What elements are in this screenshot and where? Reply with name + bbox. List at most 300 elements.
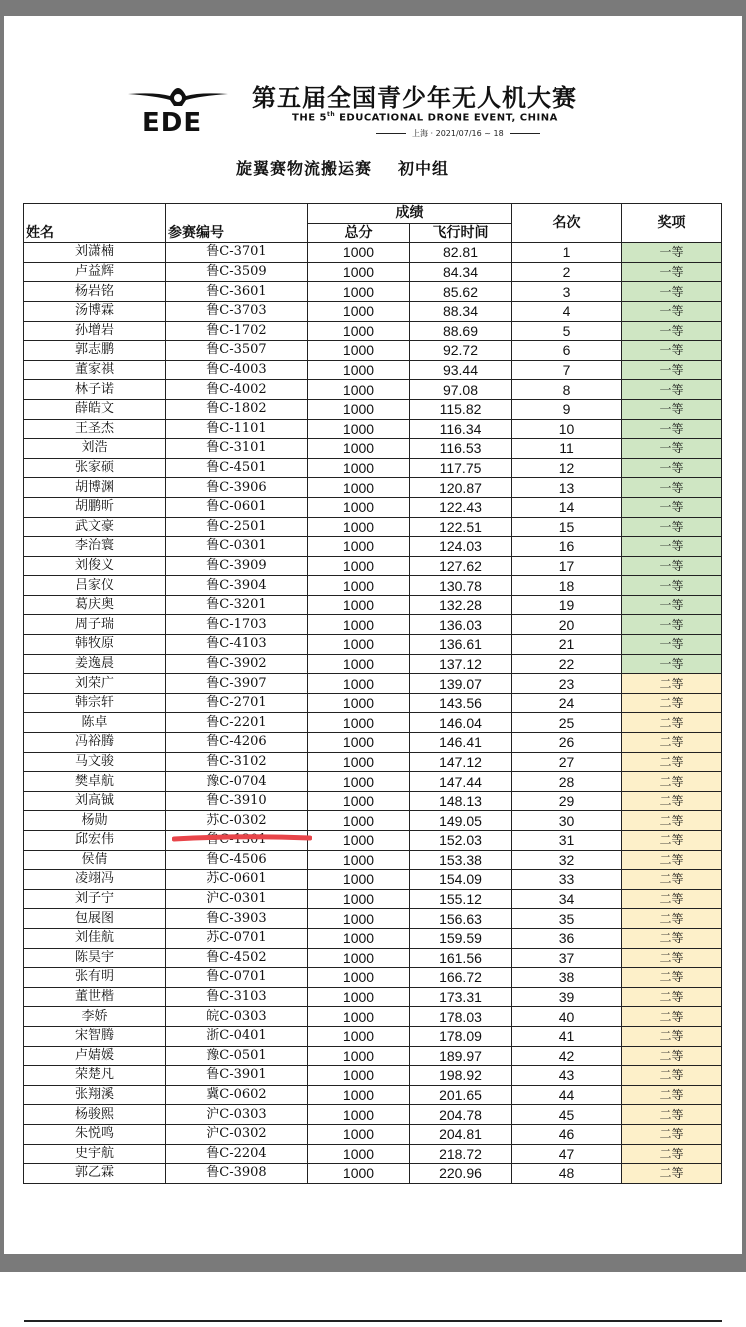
cell-total: 1000 (308, 713, 410, 733)
cell-rank: 41 (512, 1026, 622, 1046)
cell-name: 李娇 (24, 1007, 166, 1027)
cell-name: 薛皓文 (24, 399, 166, 419)
cell-name: 韩牧原 (24, 635, 166, 655)
cell-time: 204.81 (410, 1124, 512, 1144)
table-row (24, 928, 722, 948)
cell-award: 二等 (622, 987, 722, 1007)
cell-award: 一等 (622, 556, 722, 576)
cell-total: 1000 (308, 1046, 410, 1066)
cell-rank: 46 (512, 1124, 622, 1144)
cell-id: 鲁C-4103 (166, 635, 308, 655)
cell-award: 一等 (622, 478, 722, 498)
cell-time: 178.03 (410, 1007, 512, 1027)
event-name: 旋翼赛物流搬运赛 (236, 159, 373, 178)
cell-time: 132.28 (410, 595, 512, 615)
cell-name: 冯裕腾 (24, 733, 166, 753)
cell-id: 鲁C-1301 (166, 831, 308, 851)
cell-id: 鲁C-3904 (166, 576, 308, 596)
cell-id: 苏C-0302 (166, 811, 308, 831)
table-row (24, 1046, 722, 1066)
table-row (24, 1066, 722, 1086)
cell-total: 1000 (308, 360, 410, 380)
cell-name: 荣楚凡 (24, 1066, 166, 1086)
cell-name: 郭乙霖 (24, 1164, 166, 1184)
table-row (24, 458, 722, 478)
cell-name: 陈昊宇 (24, 948, 166, 968)
cell-total: 1000 (308, 517, 410, 537)
cell-name: 吕家仪 (24, 576, 166, 596)
cell-time: 152.03 (410, 831, 512, 851)
table-row (24, 360, 722, 380)
cell-total: 1000 (308, 968, 410, 988)
cell-rank: 9 (512, 399, 622, 419)
cell-award: 二等 (622, 791, 722, 811)
cell-time: 218.72 (410, 1144, 512, 1164)
cell-award: 二等 (622, 772, 722, 792)
cell-time: 115.82 (410, 399, 512, 419)
table-row (24, 987, 722, 1007)
cell-award: 一等 (622, 380, 722, 400)
cell-name: 林子诺 (24, 380, 166, 400)
table-row (24, 772, 722, 792)
cell-time: 159.59 (410, 928, 512, 948)
cell-total: 1000 (308, 1144, 410, 1164)
table-row (24, 1124, 722, 1144)
cell-rank: 12 (512, 458, 622, 478)
cell-rank: 10 (512, 419, 622, 439)
cell-rank: 32 (512, 850, 622, 870)
cell-id: 鲁C-3903 (166, 909, 308, 929)
cell-time: 137.12 (410, 654, 512, 674)
cell-name: 张有明 (24, 968, 166, 988)
table-row (24, 380, 722, 400)
cell-total: 1000 (308, 595, 410, 615)
cell-name: 李治寰 (24, 537, 166, 557)
cell-total: 1000 (308, 772, 410, 792)
cell-award: 一等 (622, 419, 722, 439)
table-row (24, 262, 722, 282)
cell-name: 汤博霖 (24, 301, 166, 321)
cell-rank: 23 (512, 674, 622, 694)
cell-award: 二等 (622, 674, 722, 694)
cell-id: 鲁C-4206 (166, 733, 308, 753)
cell-name: 宋智腾 (24, 1026, 166, 1046)
cell-total: 1000 (308, 752, 410, 772)
cell-name: 刘子宁 (24, 889, 166, 909)
cell-time: 130.78 (410, 576, 512, 596)
cell-id: 鲁C-3902 (166, 654, 308, 674)
cell-rank: 26 (512, 733, 622, 753)
cell-name: 王圣杰 (24, 419, 166, 439)
cell-id: 鲁C-2201 (166, 713, 308, 733)
cell-id: 鲁C-4003 (166, 360, 308, 380)
cell-rank: 43 (512, 1066, 622, 1086)
cell-id: 鲁C-4002 (166, 380, 308, 400)
cell-total: 1000 (308, 693, 410, 713)
cell-name: 卢婧媛 (24, 1046, 166, 1066)
cell-total: 1000 (308, 733, 410, 753)
cell-award: 二等 (622, 948, 722, 968)
cell-award: 二等 (622, 1124, 722, 1144)
cell-rank: 34 (512, 889, 622, 909)
cell-time: 92.72 (410, 341, 512, 361)
cell-time: 166.72 (410, 968, 512, 988)
cell-name: 侯倩 (24, 850, 166, 870)
cell-rank: 2 (512, 262, 622, 282)
header-award: 奖项 (622, 204, 722, 243)
cell-time: 124.03 (410, 537, 512, 557)
cell-total: 1000 (308, 909, 410, 929)
cell-id: 鲁C-3201 (166, 595, 308, 615)
results-table (23, 203, 722, 1184)
cell-award: 二等 (622, 928, 722, 948)
header-id: 参赛编号 (166, 204, 308, 243)
cell-total: 1000 (308, 987, 410, 1007)
cell-total: 1000 (308, 243, 410, 263)
cell-award: 一等 (622, 262, 722, 282)
cell-time: 178.09 (410, 1026, 512, 1046)
cell-name: 刘俊义 (24, 556, 166, 576)
logo-text: EDE (142, 108, 203, 138)
cell-id: 鲁C-3101 (166, 439, 308, 459)
cell-name: 杨勋 (24, 811, 166, 831)
table-row (24, 595, 722, 615)
table-row (24, 576, 722, 596)
table-row (24, 301, 722, 321)
cell-total: 1000 (308, 282, 410, 302)
cell-award: 一等 (622, 635, 722, 655)
cell-name: 刘荣广 (24, 674, 166, 694)
table-row (24, 478, 722, 498)
cell-rank: 36 (512, 928, 622, 948)
cell-name: 包展图 (24, 909, 166, 929)
cell-award: 一等 (622, 517, 722, 537)
cell-rank: 19 (512, 595, 622, 615)
cell-total: 1000 (308, 1066, 410, 1086)
cell-time: 147.44 (410, 772, 512, 792)
next-page-preview (0, 1272, 746, 1327)
cell-award: 一等 (622, 537, 722, 557)
cell-id: 鲁C-3907 (166, 674, 308, 694)
cell-name: 杨骏熙 (24, 1105, 166, 1125)
cell-name: 刘佳航 (24, 928, 166, 948)
table-row (24, 635, 722, 655)
group-name: 初中组 (398, 159, 450, 178)
cell-rank: 11 (512, 439, 622, 459)
cell-award: 一等 (622, 321, 722, 341)
cell-time: 147.12 (410, 752, 512, 772)
cell-id: 鲁C-3103 (166, 987, 308, 1007)
results-body (24, 243, 722, 1184)
table-row (24, 948, 722, 968)
cell-award: 二等 (622, 752, 722, 772)
cell-rank: 15 (512, 517, 622, 537)
cell-award: 二等 (622, 870, 722, 890)
cell-award: 二等 (622, 733, 722, 753)
cell-id: 鲁C-4502 (166, 948, 308, 968)
table-row (24, 282, 722, 302)
cell-name: 孙增岩 (24, 321, 166, 341)
cell-total: 1000 (308, 1164, 410, 1184)
cell-id: 鲁C-2501 (166, 517, 308, 537)
cell-award: 二等 (622, 1085, 722, 1105)
cell-rank: 30 (512, 811, 622, 831)
cell-time: 189.97 (410, 1046, 512, 1066)
table-row (24, 811, 722, 831)
cell-rank: 33 (512, 870, 622, 890)
cell-rank: 44 (512, 1085, 622, 1105)
cell-total: 1000 (308, 928, 410, 948)
cell-id: 鲁C-3908 (166, 1164, 308, 1184)
cell-time: 204.78 (410, 1105, 512, 1125)
cell-total: 1000 (308, 439, 410, 459)
cell-id: 鲁C-3901 (166, 1066, 308, 1086)
cell-id: 鲁C-3102 (166, 752, 308, 772)
cell-award: 一等 (622, 360, 722, 380)
table-row (24, 870, 722, 890)
cell-time: 161.56 (410, 948, 512, 968)
cell-id: 鲁C-0601 (166, 497, 308, 517)
event-title-cn: 第五届全国青少年无人机大赛 (252, 84, 577, 112)
cell-total: 1000 (308, 635, 410, 655)
cell-total: 1000 (308, 1105, 410, 1125)
table-row (24, 733, 722, 753)
cell-total: 1000 (308, 1026, 410, 1046)
table-row (24, 889, 722, 909)
table-row (24, 831, 722, 851)
cell-rank: 42 (512, 1046, 622, 1066)
cell-total: 1000 (308, 870, 410, 890)
cell-id: 沪C-0303 (166, 1105, 308, 1125)
cell-total: 1000 (308, 262, 410, 282)
cell-total: 1000 (308, 654, 410, 674)
viewer-page-separator (0, 1254, 746, 1272)
cell-rank: 24 (512, 693, 622, 713)
header-score-group: 成绩 (308, 204, 512, 224)
cell-name: 武文豪 (24, 517, 166, 537)
cell-time: 116.34 (410, 419, 512, 439)
cell-id: 鲁C-0301 (166, 537, 308, 557)
cell-award: 一等 (622, 654, 722, 674)
cell-award: 一等 (622, 301, 722, 321)
cell-total: 1000 (308, 674, 410, 694)
cell-rank: 40 (512, 1007, 622, 1027)
table-row (24, 399, 722, 419)
table-row (24, 713, 722, 733)
cell-id: 鲁C-2204 (166, 1144, 308, 1164)
cell-award: 二等 (622, 831, 722, 851)
cell-name: 郭志鹏 (24, 341, 166, 361)
table-row (24, 1144, 722, 1164)
cell-time: 127.62 (410, 556, 512, 576)
cell-award: 一等 (622, 243, 722, 263)
cell-award: 一等 (622, 439, 722, 459)
cell-award: 二等 (622, 713, 722, 733)
cell-time: 154.09 (410, 870, 512, 890)
cell-time: 143.56 (410, 693, 512, 713)
cell-award: 一等 (622, 282, 722, 302)
cell-award: 二等 (622, 1007, 722, 1027)
cell-rank: 38 (512, 968, 622, 988)
table-row (24, 537, 722, 557)
cell-rank: 45 (512, 1105, 622, 1125)
cell-award: 二等 (622, 693, 722, 713)
cell-id: 豫C-0704 (166, 772, 308, 792)
table-row (24, 439, 722, 459)
cell-award: 二等 (622, 850, 722, 870)
table-row (24, 968, 722, 988)
cell-award: 二等 (622, 1105, 722, 1125)
cell-name: 周子瑞 (24, 615, 166, 635)
cell-rank: 1 (512, 243, 622, 263)
cell-name: 董家祺 (24, 360, 166, 380)
table-row (24, 1026, 722, 1046)
cell-name: 史宇航 (24, 1144, 166, 1164)
table-row (24, 909, 722, 929)
cell-name: 樊卓航 (24, 772, 166, 792)
cell-id: 鲁C-1702 (166, 321, 308, 341)
cell-id: 鲁C-3703 (166, 301, 308, 321)
cell-id: 鲁C-3906 (166, 478, 308, 498)
cell-id: 沪C-0301 (166, 889, 308, 909)
cell-name: 凌翊冯 (24, 870, 166, 890)
cell-time: 88.69 (410, 321, 512, 341)
cell-rank: 17 (512, 556, 622, 576)
cell-name: 刘浩 (24, 439, 166, 459)
cell-award: 二等 (622, 889, 722, 909)
cell-time: 201.65 (410, 1085, 512, 1105)
table-row (24, 791, 722, 811)
cell-time: 198.92 (410, 1066, 512, 1086)
cell-award: 二等 (622, 1046, 722, 1066)
table-row (24, 517, 722, 537)
cell-id: 浙C-0401 (166, 1026, 308, 1046)
cell-time: 136.03 (410, 615, 512, 635)
cell-id: 鲁C-3910 (166, 791, 308, 811)
cell-total: 1000 (308, 321, 410, 341)
table-row (24, 654, 722, 674)
cell-name: 杨岩铭 (24, 282, 166, 302)
cell-id: 鲁C-3701 (166, 243, 308, 263)
table-row (24, 1085, 722, 1105)
cell-name: 刘潇楠 (24, 243, 166, 263)
cell-total: 1000 (308, 889, 410, 909)
cell-time: 148.13 (410, 791, 512, 811)
cell-award: 一等 (622, 458, 722, 478)
cell-id: 豫C-0501 (166, 1046, 308, 1066)
cell-rank: 29 (512, 791, 622, 811)
cell-name: 董世楷 (24, 987, 166, 1007)
cell-award: 一等 (622, 399, 722, 419)
viewer-right-edge (742, 16, 746, 1254)
cell-id: 鲁C-3601 (166, 282, 308, 302)
cell-name: 卢益辉 (24, 262, 166, 282)
cell-name: 胡博渊 (24, 478, 166, 498)
cell-name: 马文骏 (24, 752, 166, 772)
cell-rank: 7 (512, 360, 622, 380)
cell-time: 84.34 (410, 262, 512, 282)
cell-name: 张翔溪 (24, 1085, 166, 1105)
cell-time: 97.08 (410, 380, 512, 400)
cell-total: 1000 (308, 497, 410, 517)
cell-name: 陈卓 (24, 713, 166, 733)
cell-rank: 3 (512, 282, 622, 302)
cell-id: 鲁C-4506 (166, 850, 308, 870)
cell-time: 122.43 (410, 497, 512, 517)
cell-total: 1000 (308, 399, 410, 419)
competition-subtitle (236, 156, 449, 179)
header-name: 姓名 (24, 204, 166, 243)
cell-award: 二等 (622, 1026, 722, 1046)
cell-rank: 47 (512, 1144, 622, 1164)
cell-total: 1000 (308, 301, 410, 321)
cell-time: 139.07 (410, 674, 512, 694)
cell-total: 1000 (308, 791, 410, 811)
cell-total: 1000 (308, 537, 410, 557)
table-row (24, 556, 722, 576)
table-row (24, 674, 722, 694)
cell-time: 88.34 (410, 301, 512, 321)
cell-time: 122.51 (410, 517, 512, 537)
cell-award: 一等 (622, 576, 722, 596)
cell-rank: 22 (512, 654, 622, 674)
cell-id: 苏C-0601 (166, 870, 308, 890)
cell-rank: 21 (512, 635, 622, 655)
table-row (24, 693, 722, 713)
cell-id: 鲁C-1101 (166, 419, 308, 439)
red-highlight-mark (172, 834, 312, 842)
cell-name: 韩宗轩 (24, 693, 166, 713)
cell-rank: 31 (512, 831, 622, 851)
table-row (24, 1007, 722, 1027)
table-row (24, 850, 722, 870)
header-time: 飞行时间 (410, 223, 512, 243)
cell-name: 胡鹏昕 (24, 497, 166, 517)
cell-rank: 4 (512, 301, 622, 321)
cell-id: 鲁C-1703 (166, 615, 308, 635)
cell-total: 1000 (308, 478, 410, 498)
cell-rank: 20 (512, 615, 622, 635)
event-title-en: THE 5th EDUCATIONAL DRONE EVENT, CHINA (292, 111, 558, 124)
cell-rank: 13 (512, 478, 622, 498)
cell-time: 156.63 (410, 909, 512, 929)
cell-award: 一等 (622, 595, 722, 615)
cell-total: 1000 (308, 341, 410, 361)
cell-award: 二等 (622, 811, 722, 831)
cell-rank: 25 (512, 713, 622, 733)
header-rank: 名次 (512, 204, 622, 243)
cell-total: 1000 (308, 458, 410, 478)
cell-name: 刘高铖 (24, 791, 166, 811)
cell-award: 二等 (622, 968, 722, 988)
cell-rank: 37 (512, 948, 622, 968)
cell-total: 1000 (308, 1085, 410, 1105)
table-row (24, 615, 722, 635)
cell-name: 葛庆奥 (24, 595, 166, 615)
cell-id: 鲁C-3507 (166, 341, 308, 361)
cell-award: 二等 (622, 909, 722, 929)
event-date: 上海 · 2021/07/16 ~ 18 (370, 128, 546, 139)
cell-total: 1000 (308, 1124, 410, 1144)
cell-total: 1000 (308, 948, 410, 968)
table-row (24, 243, 722, 263)
cell-award: 一等 (622, 497, 722, 517)
cell-id: 鲁C-3909 (166, 556, 308, 576)
header-total: 总分 (308, 223, 410, 243)
cell-rank: 5 (512, 321, 622, 341)
table-row (24, 321, 722, 341)
cell-total: 1000 (308, 831, 410, 851)
